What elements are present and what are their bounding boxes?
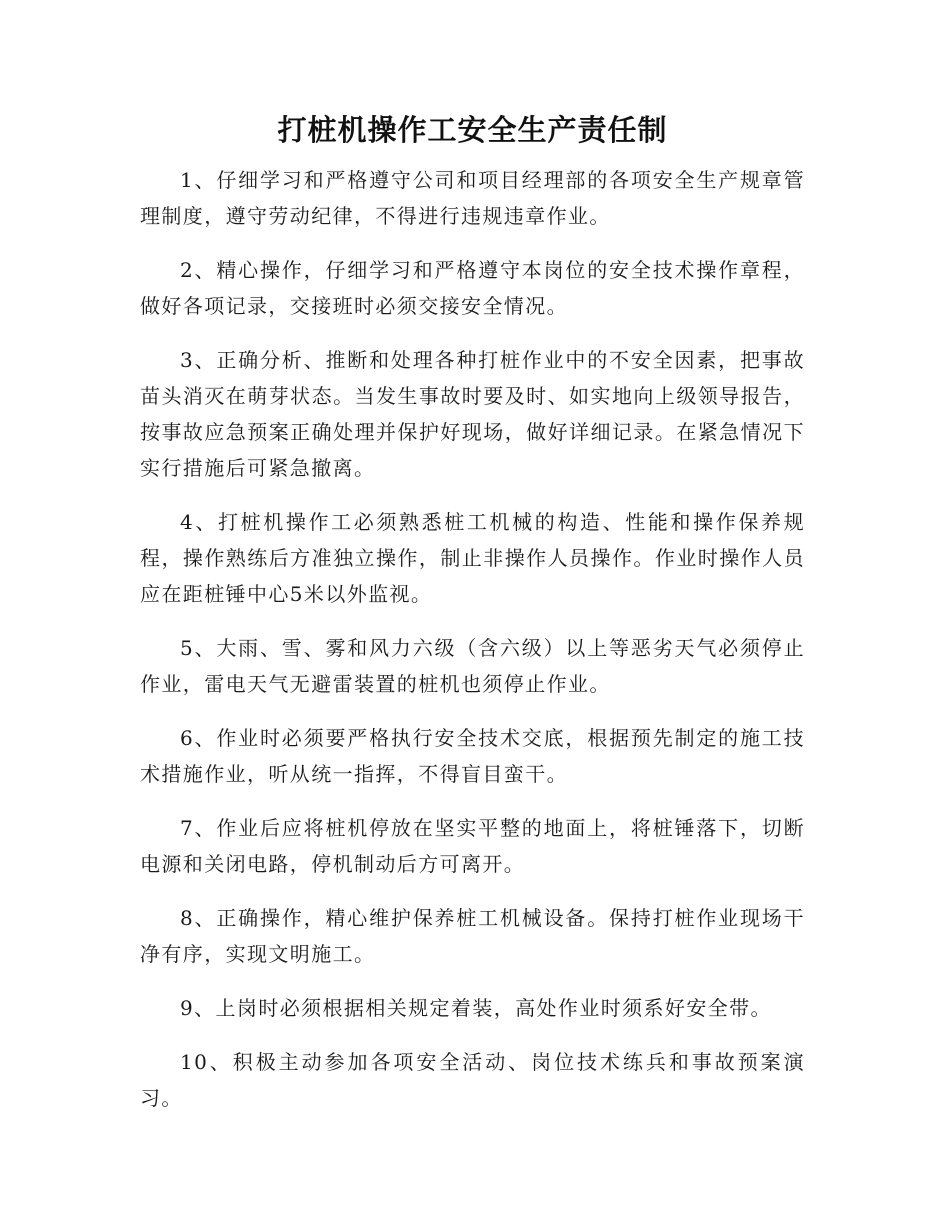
clause-9: 9、上岗时必须根据相关规定着装，高处作业时须系好安全带。 — [180, 996, 772, 1020]
document-title: 打桩机操作工安全生产责任制 — [277, 113, 668, 147]
clause-4: 4、打桩机操作工必须熟悉桩工机械的构造、性能和操作保养规程，操作熟练后方准独立操作，制止非操作人员操作。作业时操作人员应在距桩锤中心5米以外监视。 — [140, 510, 805, 606]
clause-6: 6、作业时必须要严格执行安全技术交底，根据预先制定的施工技术措施作业，听从统一指挥，不得盲目蛮干。 — [140, 726, 805, 786]
clause-7: 7、作业后应将桩机停放在坚实平整的地面上，将桩锤落下，切断电源和关闭电路，停机制动后方可离开。 — [140, 816, 805, 876]
document-page — [140, 108, 805, 1134]
clause-5: 5、大雨、雪、雾和风力六级（含六级）以上等恶劣天气必须停止作业，雷电天气无避雷装置的桩机也须停止作业。 — [140, 636, 805, 696]
clause-1: 1、仔细学习和严格遵守公司和项目经理部的各项安全生产规章管理制度，遵守劳动纪律，不得进行违规违章作业。 — [140, 168, 805, 228]
clause-10: 10、积极主动参加各项安全活动、岗位技术练兵和事故预案演习。 — [140, 1050, 805, 1110]
clause-3: 3、正确分析、推断和处理各种打桩作业中的不安全因素，把事故苗头消灭在萌芽状态。当发生事故时要及时、如实地向上级领导报告，按事故应急预案正确处理并保护好现场，做好详细记录。在紧急情况下实行措施后可紧急撤离。 — [140, 348, 805, 480]
clause-8: 8、正确操作，精心维护保养桩工机械设备。保持打桩作业现场干净有序，实现文明施工。 — [140, 906, 805, 966]
clause-2: 2、精心操作，仔细学习和严格遵守本岗位的安全技术操作章程，做好各项记录，交接班时必须交接安全情况。 — [140, 258, 805, 318]
